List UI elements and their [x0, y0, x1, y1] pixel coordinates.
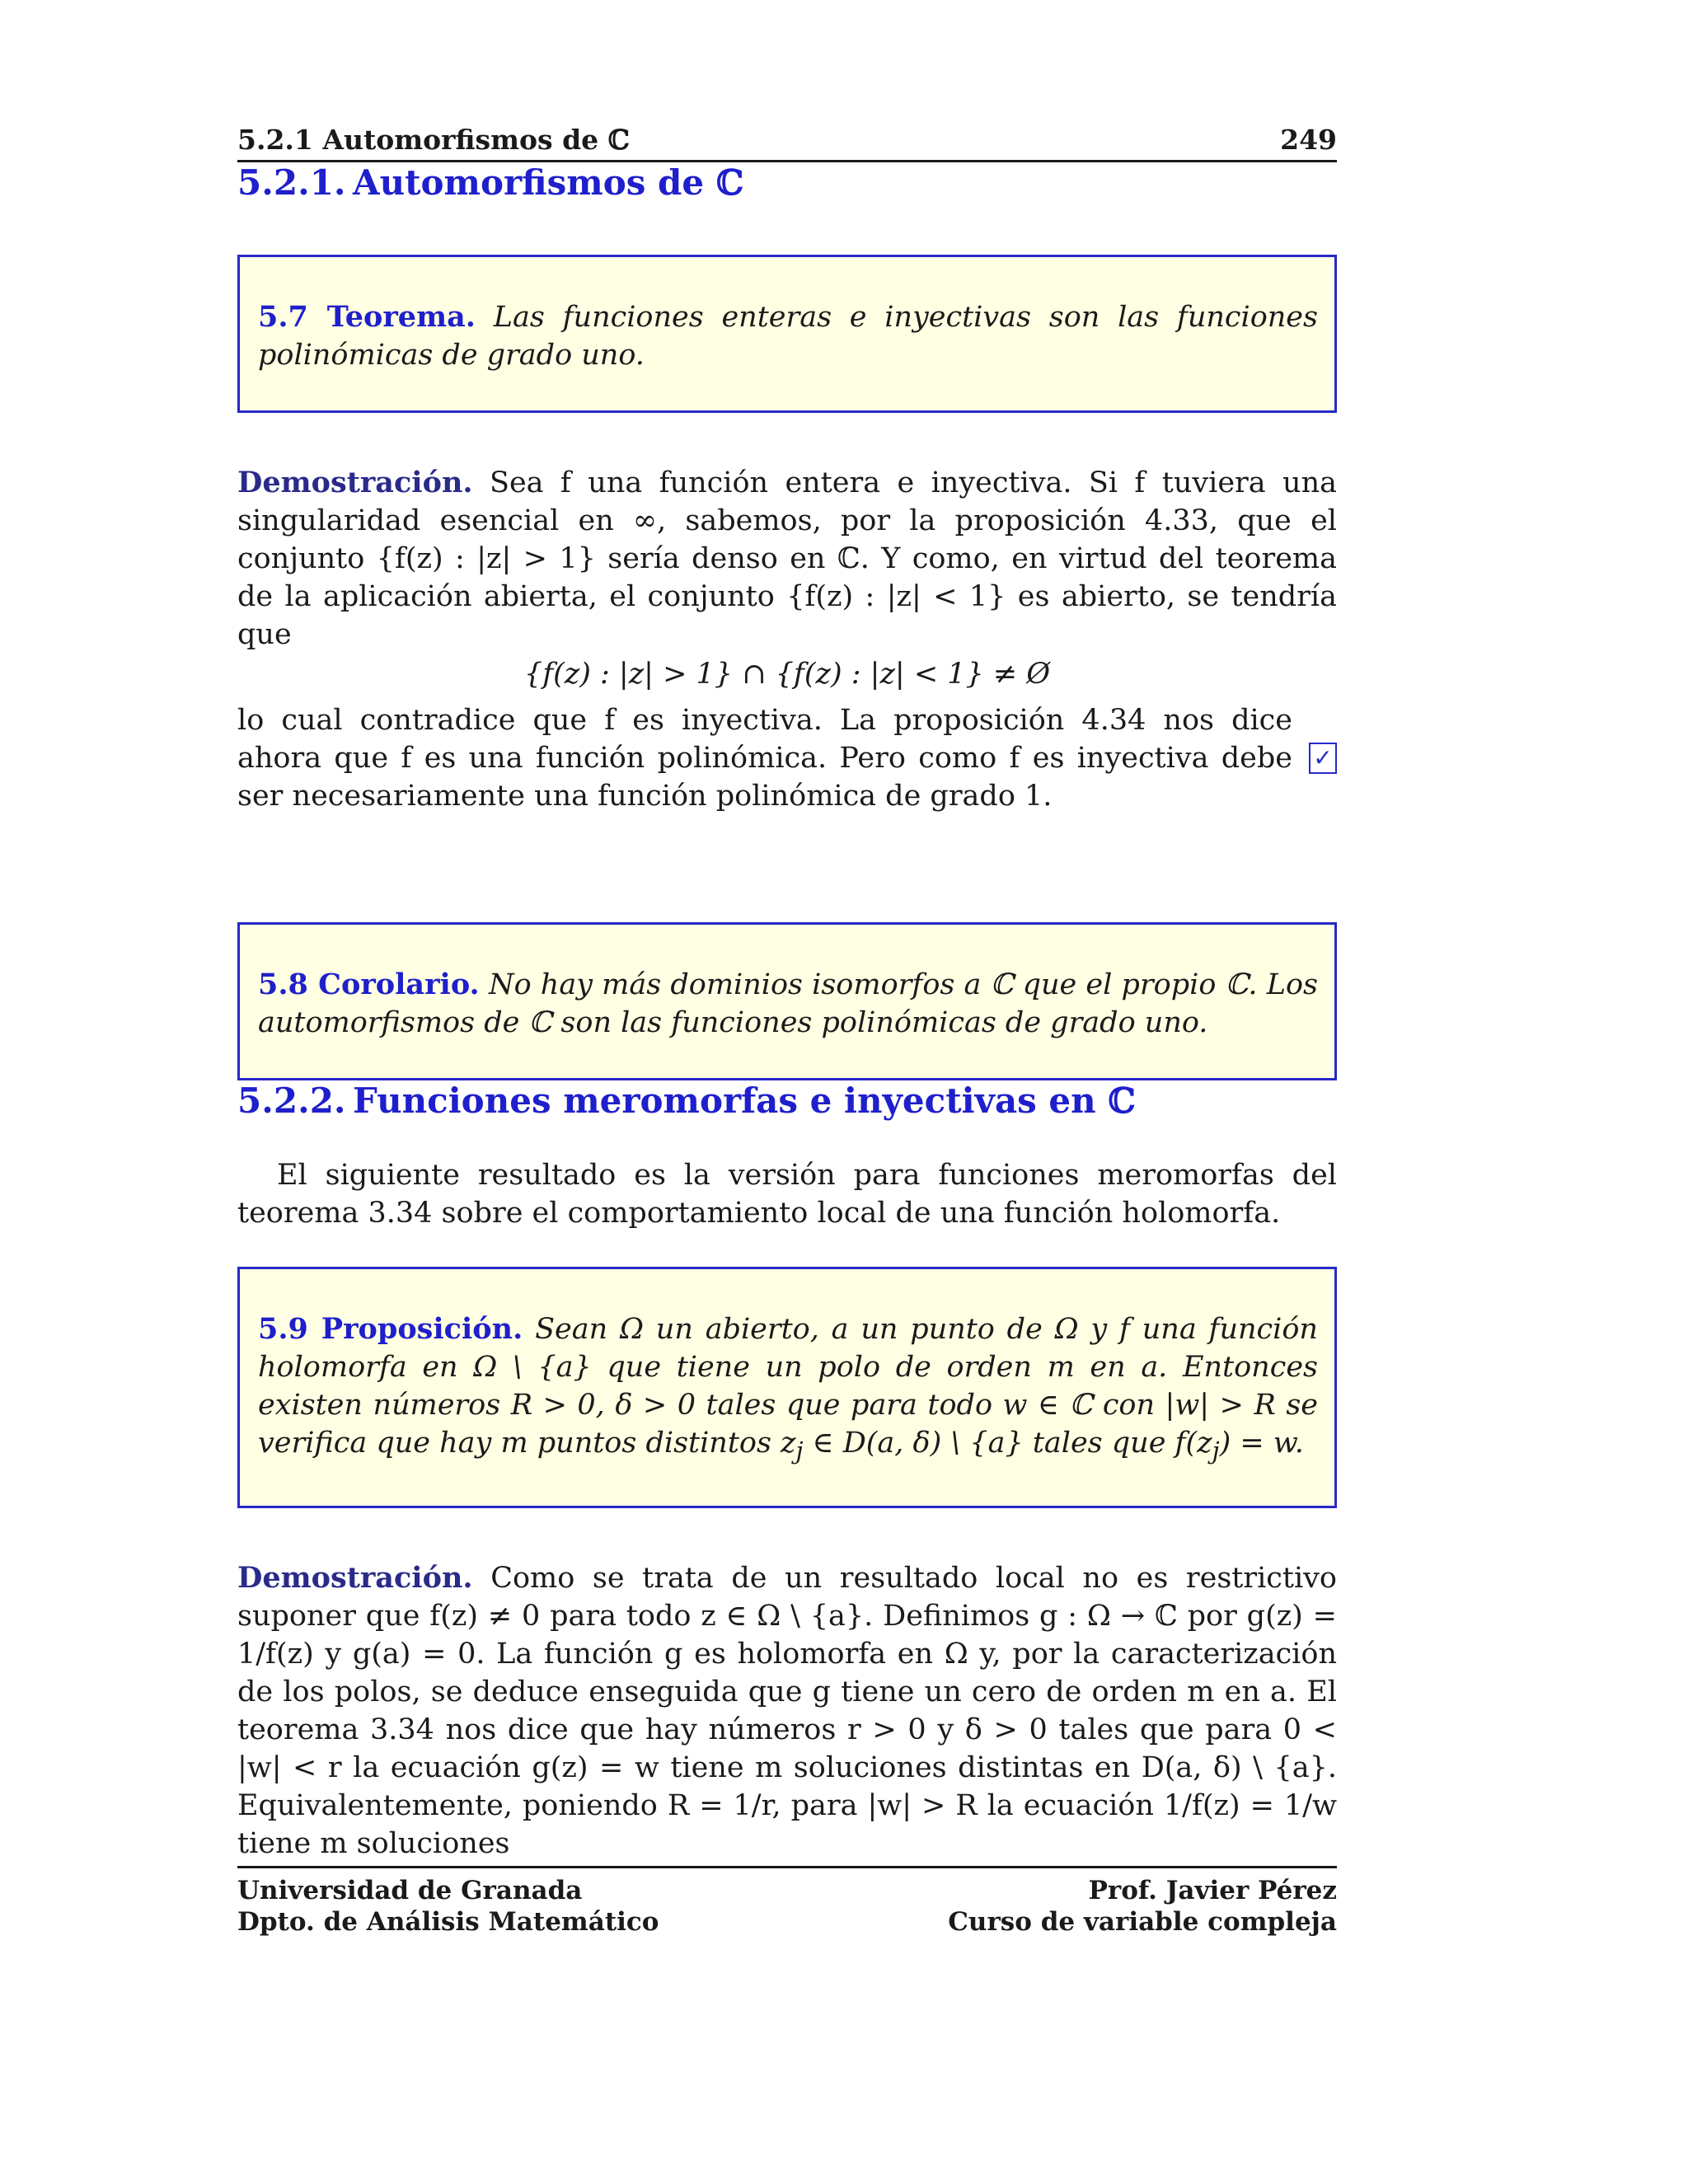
proof-theorem: [237, 464, 1337, 815]
proposition-text-a: Sean Ω un abierto, a un punto de Ω y f una función holomorfa en Ω \ {a} que tiene un polo de orden m en a. Entonces existen números R > 0, δ > 0 tales que para todo w ∈ ℂ con |w| > R se verifica que hay m puntos distintos z: [258, 1313, 1318, 1460]
section-number: 5.2.1.: [237, 162, 346, 203]
qed-check-icon: ✓: [1309, 743, 1337, 774]
theorem-box: [237, 255, 1337, 413]
footer-university: Universidad de Granada: [237, 1876, 583, 1905]
proof-label: Demostración.: [237, 466, 473, 499]
corollary-box: [237, 922, 1337, 1080]
display-equation: {f(z) : |z| > 1} ∩ {f(z) : |z| < 1} ≠ Ø: [523, 658, 1051, 691]
footer-right: [948, 1875, 1337, 1938]
theorem-statement: Las funciones enteras e inyectivas son las funciones polinómicas de grado uno.: [258, 301, 1318, 372]
footer-course: Curso de variable compleja: [948, 1907, 1337, 1937]
section-heading-5-2-2: [237, 1080, 1337, 1122]
section-heading-5-2-1: [237, 162, 1337, 204]
proposition-text-c: ) = w.: [1219, 1427, 1304, 1460]
section-title: Automorfismos de ℂ: [353, 162, 744, 203]
theorem-label: 5.7 Teorema.: [258, 300, 476, 334]
proof-label: Demostración.: [237, 1561, 473, 1595]
proposition-label: 5.9 Proposición.: [258, 1312, 523, 1346]
footer-author: Prof. Javier Pérez: [1088, 1876, 1337, 1905]
proof-proposition: [237, 1559, 1337, 1863]
running-header-title: 5.2.1 Automorfismos de ℂ: [237, 124, 630, 156]
proposition-text-b: ∈ D(a, δ) \ {a} tales que f(z: [803, 1427, 1212, 1460]
footer-left: [237, 1875, 659, 1938]
intro-paragraph: El siguiente resultado es la versión para funciones meromorfas del teorema 3.34 sobre el comportamiento local de una función holomorfa.: [237, 1159, 1337, 1230]
subscript-j: j: [795, 1436, 804, 1465]
proof-text: Como se trata de un resultado local no es restrictivo suponer que f(z) ≠ 0 para todo z ∈ Ω \ {a}. Definimos g : Ω → ℂ por g(z) = 1/f(z) y g(a) = 0. La función g es holomorfa en Ω y, por la caracterización de los polos, se deduce enseguida que g tiene un cero de orden m en a. El teorema 3.34 nos dice que hay números r > 0 y δ > 0 tales que para 0 < |w| < r la ecuación g(z) = w tiene m soluciones distintas en D(a, δ) \ {a}. Equivalentemente, poniendo R = 1/r, para |w| > R la ecuación 1/f(z) = 1/w tiene m soluciones: [237, 1562, 1337, 1860]
page-number: 249: [1280, 124, 1337, 156]
proposition-box: [237, 1267, 1337, 1508]
corollary-label: 5.8 Corolario.: [258, 968, 480, 1001]
proof-text-part2: lo cual contradice que f es inyectiva. La proposición 4.34 nos dice ahora que f es una función polinómica. Pero como f es inyectiva debe ser necesariamente una función polinómica de grado 1.: [237, 704, 1292, 813]
running-header: [237, 124, 1337, 162]
section-number: 5.2.2.: [237, 1080, 346, 1121]
footer-department: Dpto. de Análisis Matemático: [237, 1907, 659, 1937]
corollary-statement: No hay más dominios isomorfos a ℂ que el propio ℂ. Los automorfismos de ℂ son las funciones polinómicas de grado uno.: [258, 968, 1318, 1039]
subscript-j: j: [1212, 1436, 1220, 1465]
proof-text-part1: Sea f una función entera e inyectiva. Si f tuviera una singularidad esencial en ∞, sabemos, por la proposición 4.33, que el conjunto {f(z) : |z| > 1} sería denso en ℂ. Y como, en virtud del teorema de la aplicación abierta, el conjunto {f(z) : |z| < 1} es abierto, se tendría que: [237, 466, 1337, 651]
page: [237, 124, 1337, 1863]
section-title: Funciones meromorfas e inyectivas en ℂ: [353, 1080, 1136, 1121]
page-footer: [237, 1866, 1337, 1938]
